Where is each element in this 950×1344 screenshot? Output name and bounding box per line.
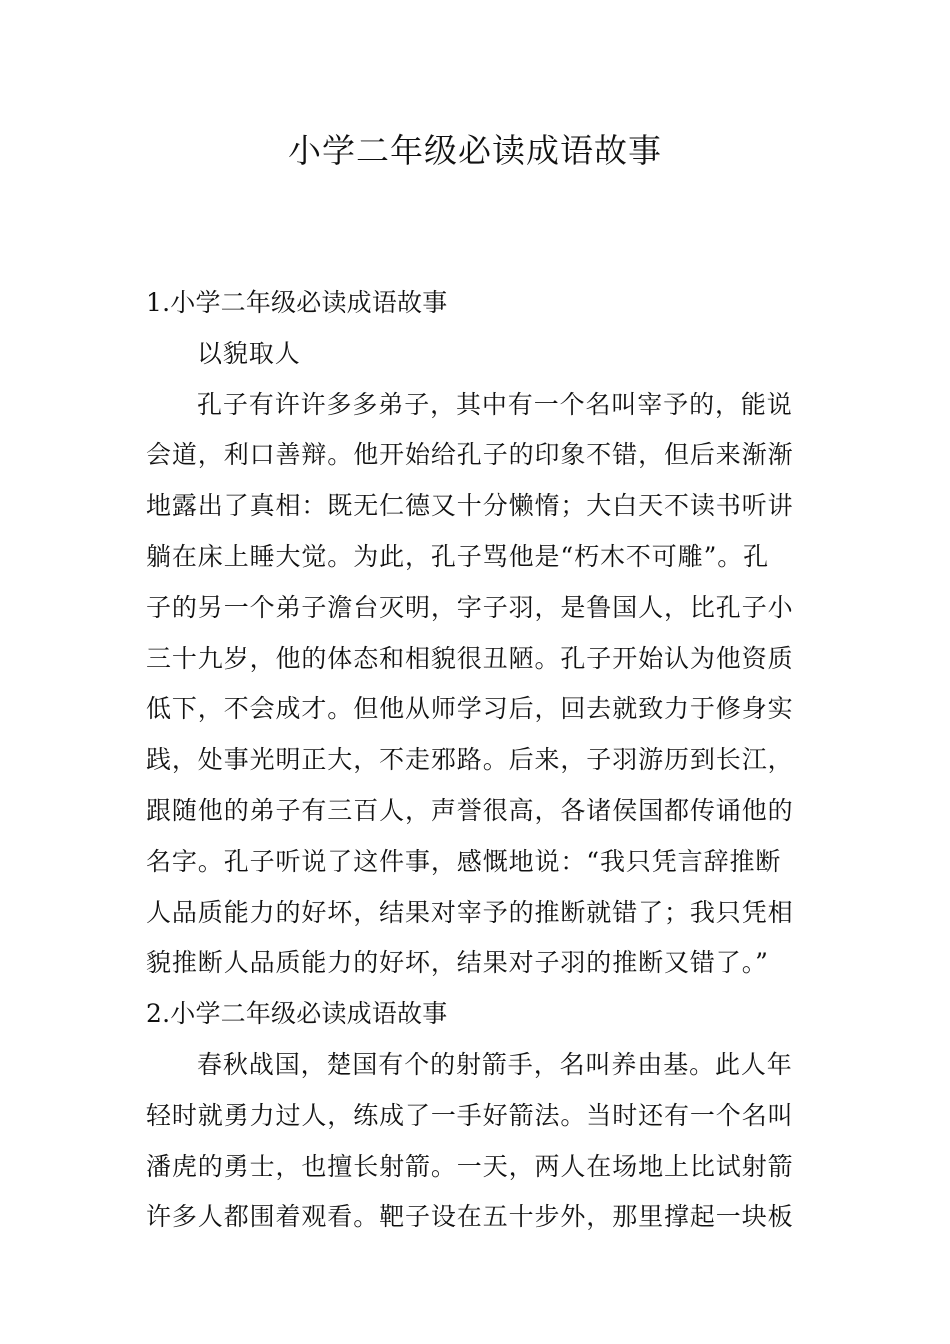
text-line: 貌推断人品质能力的好坏，结果对子羽的推断又错了。” xyxy=(146,948,769,978)
text-line: 躺在床上睡大觉。为此，孔子骂他是“朽木不可雕”。孔 xyxy=(146,541,770,571)
text-line: 轻时就勇力过人，练成了一手好箭法。当时还有一个名叫 xyxy=(146,1100,794,1130)
section-heading: 1.小学二年级必读成语故事 xyxy=(146,288,448,317)
section-heading: 2.小学二年级必读成语故事 xyxy=(146,999,448,1029)
text-line: 许多人都围着观看。靶子设在五十步外，那里撑起一块板 xyxy=(146,1202,794,1232)
text-line: 低下，不会成才。但他从师学习后，回去就致力于修身实 xyxy=(146,694,794,724)
text-line: 人品质能力的好坏，结果对宰予的推断就错了；我只凭相 xyxy=(146,897,794,927)
text-line: 子的另一个弟子澹台灭明，字子羽，是鲁国人，比孔子小 xyxy=(146,592,794,622)
text-line: 春秋战国，楚国有个的射箭手，名叫养由基。此人年 xyxy=(197,1049,793,1079)
text-line: 孔子有许许多多弟子，其中有一个名叫宰予的，能说 xyxy=(197,389,793,419)
text-line: 名字。孔子听说了这件事，感慨地说：“我只凭言辞推断 xyxy=(146,846,782,876)
text-line: 以貌取人 xyxy=(197,338,301,368)
text-line: 会道，利口善辩。他开始给孔子的印象不错，但后来渐渐 xyxy=(146,440,794,470)
text-line: 三十九岁，他的体态和相貌很丑陋。孔子开始认为他资质 xyxy=(146,643,794,673)
text-line: 地露出了真相：既无仁德又十分懒惰；大白天不读书听讲 xyxy=(146,491,794,521)
text-line: 践，处事光明正大，不走邪路。后来，子羽游历到长江， xyxy=(146,745,794,775)
document-body xyxy=(146,278,810,1243)
document-title: 小学二年级必读成语故事 xyxy=(288,131,662,170)
text-line: 跟随他的弟子有三百人，声誉很高，各诸侯国都传诵他的 xyxy=(146,795,794,825)
text-line: 潘虎的勇士，也擅长射箭。一天，两人在场地上比试射箭 xyxy=(146,1151,794,1181)
